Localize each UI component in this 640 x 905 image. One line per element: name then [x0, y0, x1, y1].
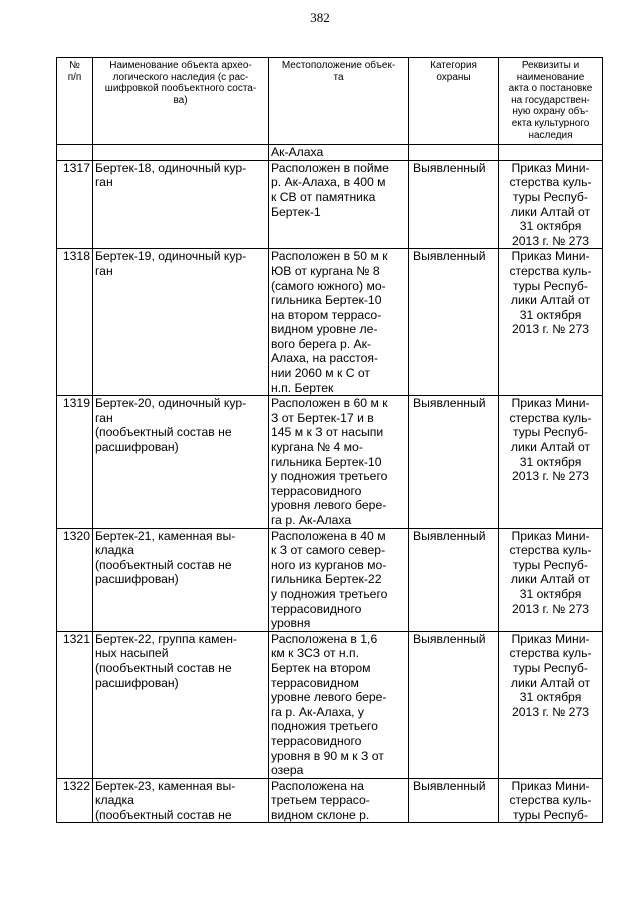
row-requisites: Приказ Мини- стерства куль- туры Респуб-: [499, 778, 603, 823]
row-name: Бертек-19, одиночный кур- ган: [93, 249, 269, 396]
row-num: 1317: [57, 160, 93, 249]
table-row: [57, 631, 603, 778]
header-category: Категория охраны: [409, 58, 499, 145]
table-row: [57, 249, 603, 396]
row-name: Бертек-23, каменная вы- кладка (пообъектный состав не: [93, 778, 269, 823]
row-name: Бертек-20, одиночный кур- ган (пообъектный состав не расшифрован): [93, 396, 269, 528]
row-requisites: Приказ Мини- стерства куль- туры Респуб- лики Алтай от 31 октября 2013 г. № 273: [499, 160, 603, 249]
row-name: Бертек-18, одиночный кур- ган: [93, 160, 269, 249]
table-row: [57, 528, 603, 631]
carryover-location: Ак-Алаха: [269, 145, 409, 161]
table-row: [57, 778, 603, 823]
row-requisites: Приказ Мини- стерства куль- туры Респуб- лики Алтай от 31 октября 2013 г. № 273: [499, 528, 603, 631]
row-category: Выявленный: [409, 249, 499, 396]
row-num: 1320: [57, 528, 93, 631]
row-location: Расположена на третьем террасо- видном склоне р.: [269, 778, 409, 823]
row-location: Расположена в 40 м к З от самого север- ного из курганов мо- гильника Бертек-22 у подножия третьего террасовидного уровня: [269, 528, 409, 631]
row-category: Выявленный: [409, 160, 499, 249]
header-name: Наименование объекта архео- логического наследия (с рас- шифровкой пообъектного соста- ва): [93, 58, 269, 145]
row-category: Выявленный: [409, 631, 499, 778]
row-num: 1322: [57, 778, 93, 823]
row-category: Выявленный: [409, 396, 499, 528]
row-location: Расположен в 50 м к ЮВ от кургана № 8 (самого южного) мо- гильника Бертек-10 на втором террасо- видном уровне ле- вого берега р. Ак- Алаха, на расстоя- нии 2060 м к С от н.п. Бертек: [269, 249, 409, 396]
row-num: 1321: [57, 631, 93, 778]
header-num: № п/п: [57, 58, 93, 145]
table-row: [57, 396, 603, 528]
row-category: Выявленный: [409, 778, 499, 823]
table-row: [57, 160, 603, 249]
row-category: Выявленный: [409, 528, 499, 631]
header-location: Местоположение объек- та: [269, 58, 409, 145]
row-num: 1318: [57, 249, 93, 396]
header-requisites: Реквизиты и наименование акта о постановке на государствен- ную охрану объ- екта культурного наследия: [499, 58, 603, 145]
row-requisites: Приказ Мини- стерства куль- туры Респуб- лики Алтай от 31 октября 2013 г. № 273: [499, 631, 603, 778]
heritage-table: [56, 57, 603, 823]
row-location: Расположен в пойме р. Ак-Алаха, в 400 м к СВ от памятника Бертек-1: [269, 160, 409, 249]
row-name: Бертек-22, группа камен- ных насыпей (пообъектный состав не расшифрован): [93, 631, 269, 778]
row-requisites: Приказ Мини- стерства куль- туры Респуб- лики Алтай от 31 октября 2013 г. № 273: [499, 396, 603, 528]
row-location: Расположена в 1,6 км к ЗСЗ от н.п. Бертек на втором террасовидном уровне левого бере- га р. Ак-Алаха, у подножия третьего террасовидного уровня в 90 м к З от озера: [269, 631, 409, 778]
row-name: Бертек-21, каменная вы- кладка (пообъектный состав не расшифрован): [93, 528, 269, 631]
carryover-row: [57, 145, 603, 161]
row-location: Расположен в 60 м к З от Бертек-17 и в 145 м к З от насыпи кургана № 4 мо- гильника Бертек-10 у подножия третьего террасовидного уровня левого бере- га р. Ак-Алаха: [269, 396, 409, 528]
row-requisites: Приказ Мини- стерства куль- туры Респуб- лики Алтай от 31 октября 2013 г. № 273: [499, 249, 603, 396]
row-num: 1319: [57, 396, 93, 528]
table-header-row: [57, 58, 603, 145]
page-number: 382: [310, 10, 330, 25]
